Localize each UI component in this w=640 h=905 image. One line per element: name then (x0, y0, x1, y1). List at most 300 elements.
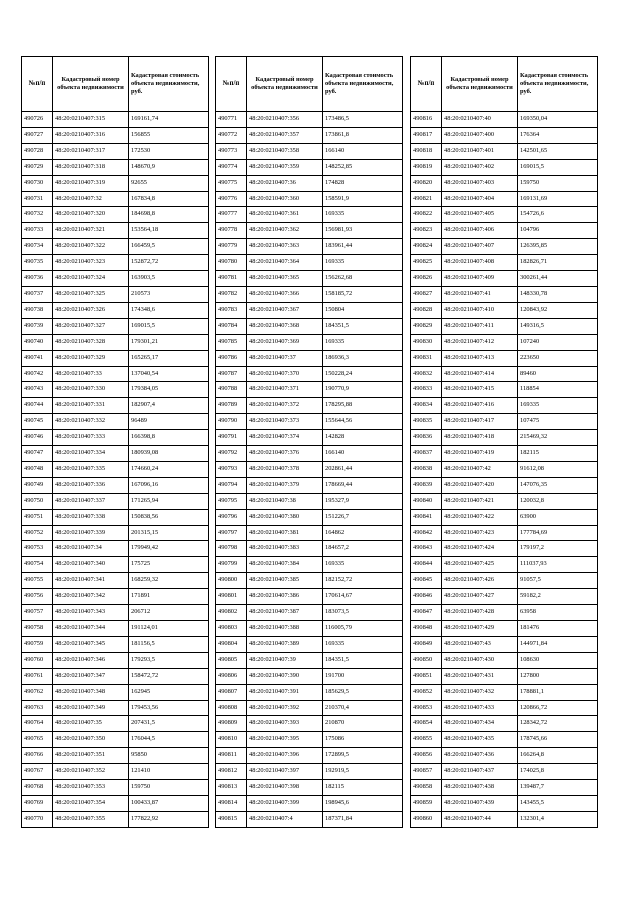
row-number: 490737 (22, 286, 53, 302)
cadastral-value: 169161,74 (129, 112, 209, 128)
row-number: 490853 (411, 700, 442, 716)
cadastral-value: 120843,92 (518, 302, 598, 318)
cadastral-value: 170614,67 (323, 589, 403, 605)
cadastral-value: 182115 (323, 780, 403, 796)
table-row (216, 398, 403, 414)
row-number: 490835 (411, 414, 442, 430)
cadastral-number: 48:20:0210407:33 (53, 366, 129, 382)
cadastral-value: 142828 (323, 430, 403, 446)
row-number: 490743 (22, 382, 53, 398)
cadastral-value: 184351,5 (323, 652, 403, 668)
row-number: 490858 (411, 780, 442, 796)
cadastral-value: 182826,71 (518, 255, 598, 271)
row-number: 490841 (411, 509, 442, 525)
cadastral-value: 150804 (323, 302, 403, 318)
cadastral-number: 48:20:0210407:337 (53, 493, 129, 509)
cadastral-value: 300261,44 (518, 271, 598, 287)
row-number: 490733 (22, 223, 53, 239)
cadastral-value: 181476 (518, 621, 598, 637)
table-header-row (411, 57, 598, 112)
cadastral-number: 48:20:0210407:349 (53, 700, 129, 716)
table-row (22, 127, 209, 143)
table-row (411, 509, 598, 525)
row-number: 490846 (411, 589, 442, 605)
table-row (22, 446, 209, 462)
table-row (216, 191, 403, 207)
cadastral-number: 48:20:0210407:376 (247, 446, 323, 462)
row-number: 490806 (216, 668, 247, 684)
table-row (22, 557, 209, 573)
cadastral-value: 187371,84 (323, 811, 403, 827)
cadastral-number: 48:20:0210407:43 (442, 636, 518, 652)
cadastral-value: 111037,93 (518, 557, 598, 573)
table-row (411, 366, 598, 382)
cadastral-value: 178669,44 (323, 477, 403, 493)
table-row (216, 732, 403, 748)
cadastral-value: 127800 (518, 668, 598, 684)
header-cadastral-value: Кадастровая стоимость объекта недвижимости, руб. (129, 57, 209, 112)
cadastral-number: 48:20:0210407:332 (53, 414, 129, 430)
cadastral-value: 156981,93 (323, 223, 403, 239)
cadastral-number: 48:20:0210407:327 (53, 318, 129, 334)
cadastral-value: 198945,6 (323, 795, 403, 811)
cadastral-number: 48:20:0210407:38 (247, 493, 323, 509)
row-number: 490839 (411, 477, 442, 493)
cadastral-number: 48:20:0210407:32 (53, 191, 129, 207)
row-number: 490829 (411, 318, 442, 334)
table-row (411, 430, 598, 446)
table-row (216, 764, 403, 780)
cadastral-number: 48:20:0210407:371 (247, 382, 323, 398)
cadastral-value: 178881,1 (518, 684, 598, 700)
cadastral-value: 169335 (323, 207, 403, 223)
table-row (216, 748, 403, 764)
cadastral-number: 48:20:0210407:338 (53, 509, 129, 525)
cadastral-table-3 (410, 56, 598, 828)
table-row (22, 191, 209, 207)
cadastral-number: 48:20:0210407:393 (247, 716, 323, 732)
cadastral-value: 184698,8 (129, 207, 209, 223)
row-number: 490746 (22, 430, 53, 446)
row-number: 490801 (216, 589, 247, 605)
cadastral-number: 48:20:0210407:427 (442, 589, 518, 605)
cadastral-number: 48:20:0210407:412 (442, 334, 518, 350)
row-number: 490797 (216, 525, 247, 541)
cadastral-value: 108630 (518, 652, 598, 668)
cadastral-value: 179301,21 (129, 334, 209, 350)
table-row (411, 318, 598, 334)
cadastral-number: 48:20:0210407:366 (247, 286, 323, 302)
cadastral-value: 179293,5 (129, 652, 209, 668)
cadastral-value: 162945 (129, 684, 209, 700)
table-row (22, 382, 209, 398)
cadastral-value: 142501,65 (518, 143, 598, 159)
cadastral-number: 48:20:0210407:368 (247, 318, 323, 334)
row-number: 490804 (216, 636, 247, 652)
row-number: 490753 (22, 541, 53, 557)
cadastral-value: 168259,32 (129, 573, 209, 589)
cadastral-value: 174828 (323, 175, 403, 191)
table-row (216, 143, 403, 159)
row-number: 490774 (216, 159, 247, 175)
cadastral-number: 48:20:0210407:390 (247, 668, 323, 684)
table-row (411, 143, 598, 159)
cadastral-number: 48:20:0210407:353 (53, 780, 129, 796)
cadastral-number: 48:20:0210407:419 (442, 446, 518, 462)
table-row (22, 525, 209, 541)
table-row (22, 207, 209, 223)
row-number: 490836 (411, 430, 442, 446)
row-number: 490813 (216, 780, 247, 796)
cadastral-number: 48:20:0210407:334 (53, 446, 129, 462)
table-row (22, 477, 209, 493)
table-row (411, 605, 598, 621)
row-number: 490824 (411, 239, 442, 255)
cadastral-value: 149316,5 (518, 318, 598, 334)
header-num: №п/п (22, 57, 53, 112)
cadastral-number: 48:20:0210407:37 (247, 350, 323, 366)
table-row (22, 668, 209, 684)
row-number: 490732 (22, 207, 53, 223)
cadastral-number: 48:20:0210407:339 (53, 525, 129, 541)
cadastral-value: 63900 (518, 509, 598, 525)
cadastral-value: 173486,5 (323, 112, 403, 128)
table-row (216, 684, 403, 700)
cadastral-value: 223650 (518, 350, 598, 366)
cadastral-value: 120866,72 (518, 700, 598, 716)
row-number: 490764 (22, 716, 53, 732)
cadastral-value: 159750 (518, 175, 598, 191)
cadastral-value: 206712 (129, 605, 209, 621)
cadastral-value: 107475 (518, 414, 598, 430)
header-cadastral-value: Кадастровая стоимость объекта недвижимости, руб. (518, 57, 598, 112)
row-number: 490827 (411, 286, 442, 302)
cadastral-number: 48:20:0210407:380 (247, 509, 323, 525)
table-row (216, 621, 403, 637)
row-number: 490749 (22, 477, 53, 493)
cadastral-value: 166264,8 (518, 748, 598, 764)
table-row (216, 271, 403, 287)
row-number: 490739 (22, 318, 53, 334)
row-number: 490767 (22, 764, 53, 780)
row-number: 490794 (216, 477, 247, 493)
row-number: 490756 (22, 589, 53, 605)
cadastral-value: 171891 (129, 589, 209, 605)
cadastral-number: 48:20:0210407:411 (442, 318, 518, 334)
cadastral-value: 166398,8 (129, 430, 209, 446)
cadastral-value: 155644,56 (323, 414, 403, 430)
row-number: 490822 (411, 207, 442, 223)
cadastral-number: 48:20:0210407:346 (53, 652, 129, 668)
table-row (216, 382, 403, 398)
row-number: 490796 (216, 509, 247, 525)
cadastral-value: 191124,01 (129, 621, 209, 637)
row-number: 490754 (22, 557, 53, 573)
table-row (216, 477, 403, 493)
table-row (22, 334, 209, 350)
cadastral-number: 48:20:0210407:39 (247, 652, 323, 668)
cadastral-number: 48:20:0210407:405 (442, 207, 518, 223)
cadastral-value: 178295,88 (323, 398, 403, 414)
row-number: 490742 (22, 366, 53, 382)
cadastral-number: 48:20:0210407:421 (442, 493, 518, 509)
row-number: 490757 (22, 605, 53, 621)
cadastral-number: 48:20:0210407:361 (247, 207, 323, 223)
cadastral-value: 172899,5 (323, 748, 403, 764)
table-row (22, 811, 209, 827)
table-row (411, 255, 598, 271)
cadastral-number: 48:20:0210407:44 (442, 811, 518, 827)
table-row (411, 652, 598, 668)
table-row (411, 127, 598, 143)
row-number: 490802 (216, 605, 247, 621)
row-number: 490747 (22, 446, 53, 462)
cadastral-value: 183961,44 (323, 239, 403, 255)
table-row (22, 461, 209, 477)
cadastral-number: 48:20:0210407:318 (53, 159, 129, 175)
cadastral-value: 121410 (129, 764, 209, 780)
row-number: 490768 (22, 780, 53, 796)
row-number: 490752 (22, 525, 53, 541)
cadastral-value: 169335 (323, 334, 403, 350)
cadastral-number: 48:20:0210407:384 (247, 557, 323, 573)
cadastral-number: 48:20:0210407:347 (53, 668, 129, 684)
cadastral-number: 48:20:0210407:430 (442, 652, 518, 668)
table-row (411, 621, 598, 637)
row-number: 490819 (411, 159, 442, 175)
row-number: 490830 (411, 334, 442, 350)
table-row (22, 652, 209, 668)
cadastral-table-1 (21, 56, 209, 828)
table-row (22, 589, 209, 605)
cadastral-number: 48:20:0210407:374 (247, 430, 323, 446)
row-number: 490834 (411, 398, 442, 414)
cadastral-number: 48:20:0210407:417 (442, 414, 518, 430)
cadastral-number: 48:20:0210407:360 (247, 191, 323, 207)
row-number: 490731 (22, 191, 53, 207)
cadastral-number: 48:20:0210407:363 (247, 239, 323, 255)
table-row (22, 318, 209, 334)
cadastral-number: 48:20:0210407:34 (53, 541, 129, 557)
table-row (411, 398, 598, 414)
cadastral-number: 48:20:0210407:422 (442, 509, 518, 525)
row-number: 490789 (216, 398, 247, 414)
cadastral-value: 169350,04 (518, 112, 598, 128)
cadastral-number: 48:20:0210407:369 (247, 334, 323, 350)
cadastral-number: 48:20:0210407:315 (53, 112, 129, 128)
cadastral-value: 169335 (323, 255, 403, 271)
table-row (216, 414, 403, 430)
row-number: 490780 (216, 255, 247, 271)
cadastral-number: 48:20:0210407:320 (53, 207, 129, 223)
cadastral-value: 184657,2 (323, 541, 403, 557)
table-row (22, 780, 209, 796)
row-number: 490793 (216, 461, 247, 477)
header-cadastral-number: Кадастровый номер объекта недвижимости (53, 57, 129, 112)
row-number: 490820 (411, 175, 442, 191)
table-row (411, 223, 598, 239)
cadastral-value: 152872,72 (129, 255, 209, 271)
table-row (216, 795, 403, 811)
cadastral-value: 148670,9 (129, 159, 209, 175)
header-cadastral-number: Кадастровый номер объекта недвижимости (247, 57, 323, 112)
table-row (216, 112, 403, 128)
table-row (216, 318, 403, 334)
cadastral-number: 48:20:0210407:367 (247, 302, 323, 318)
cadastral-value: 116005,79 (323, 621, 403, 637)
table-row (411, 716, 598, 732)
table-row (216, 652, 403, 668)
cadastral-number: 48:20:0210407:423 (442, 525, 518, 541)
cadastral-value: 63958 (518, 605, 598, 621)
row-number: 490773 (216, 143, 247, 159)
cadastral-number: 48:20:0210407:401 (442, 143, 518, 159)
cadastral-value: 148330,78 (518, 286, 598, 302)
cadastral-value: 151226,7 (323, 509, 403, 525)
table-row (216, 700, 403, 716)
cadastral-value: 166140 (323, 143, 403, 159)
row-number: 490807 (216, 684, 247, 700)
cadastral-value: 207431,5 (129, 716, 209, 732)
row-number: 490833 (411, 382, 442, 398)
row-number: 490758 (22, 621, 53, 637)
cadastral-number: 48:20:0210407:426 (442, 573, 518, 589)
cadastral-value: 182115 (518, 446, 598, 462)
row-number: 490798 (216, 541, 247, 557)
cadastral-number: 48:20:0210407:351 (53, 748, 129, 764)
row-number: 490851 (411, 668, 442, 684)
table-row (216, 716, 403, 732)
cadastral-value: 158185,72 (323, 286, 403, 302)
cadastral-value: 182152,72 (323, 573, 403, 589)
table-row (411, 271, 598, 287)
table-row (22, 493, 209, 509)
cadastral-number: 48:20:0210407:438 (442, 780, 518, 796)
cadastral-value: 159750 (129, 780, 209, 796)
cadastral-value: 167096,16 (129, 477, 209, 493)
cadastral-value: 132301,4 (518, 811, 598, 827)
row-number: 490828 (411, 302, 442, 318)
row-number: 490787 (216, 366, 247, 382)
row-number: 490842 (411, 525, 442, 541)
table-row (22, 636, 209, 652)
cadastral-number: 48:20:0210407:362 (247, 223, 323, 239)
cadastral-value: 150838,56 (129, 509, 209, 525)
cadastral-value: 148252,85 (323, 159, 403, 175)
cadastral-number: 48:20:0210407:328 (53, 334, 129, 350)
cadastral-value: 174660,24 (129, 461, 209, 477)
table-row (22, 605, 209, 621)
cadastral-value: 184351,5 (323, 318, 403, 334)
row-number: 490738 (22, 302, 53, 318)
table-row (22, 366, 209, 382)
table-row (22, 271, 209, 287)
cadastral-number: 48:20:0210407:399 (247, 795, 323, 811)
cadastral-number: 48:20:0210407:378 (247, 461, 323, 477)
cadastral-number: 48:20:0210407:333 (53, 430, 129, 446)
cadastral-number: 48:20:0210407:344 (53, 621, 129, 637)
table-row (216, 159, 403, 175)
cadastral-value: 164862 (323, 525, 403, 541)
table-row (411, 334, 598, 350)
cadastral-value: 91612,08 (518, 461, 598, 477)
table-row (216, 605, 403, 621)
table-row (22, 143, 209, 159)
cadastral-number: 48:20:0210407:418 (442, 430, 518, 446)
row-number: 490760 (22, 652, 53, 668)
table-row (411, 302, 598, 318)
row-number: 490750 (22, 493, 53, 509)
row-number: 490812 (216, 764, 247, 780)
cadastral-number: 48:20:0210407:357 (247, 127, 323, 143)
table-row (22, 541, 209, 557)
cadastral-number: 48:20:0210407:385 (247, 573, 323, 589)
cadastral-number: 48:20:0210407:325 (53, 286, 129, 302)
cadastral-value: 167834,8 (129, 191, 209, 207)
row-number: 490860 (411, 811, 442, 827)
cadastral-value: 137040,54 (129, 366, 209, 382)
cadastral-value: 169335 (323, 636, 403, 652)
cadastral-value: 175725 (129, 557, 209, 573)
cadastral-number: 48:20:0210407:355 (53, 811, 129, 827)
cadastral-number: 48:20:0210407:36 (247, 175, 323, 191)
row-number: 490751 (22, 509, 53, 525)
table-row (411, 350, 598, 366)
cadastral-number: 48:20:0210407:317 (53, 143, 129, 159)
table-row (411, 764, 598, 780)
table-row (22, 795, 209, 811)
row-number: 490777 (216, 207, 247, 223)
row-number: 490727 (22, 127, 53, 143)
cadastral-number: 48:20:0210407:420 (442, 477, 518, 493)
row-number: 490735 (22, 255, 53, 271)
row-number: 490809 (216, 716, 247, 732)
cadastral-number: 48:20:0210407:323 (53, 255, 129, 271)
cadastral-number: 48:20:0210407:35 (53, 716, 129, 732)
table-row (411, 175, 598, 191)
row-number: 490772 (216, 127, 247, 143)
row-number: 490748 (22, 461, 53, 477)
table-row (411, 525, 598, 541)
cadastral-value: 169131,69 (518, 191, 598, 207)
row-number: 490816 (411, 112, 442, 128)
cadastral-value: 181156,5 (129, 636, 209, 652)
table-row (411, 732, 598, 748)
row-number: 490821 (411, 191, 442, 207)
table-row (411, 795, 598, 811)
cadastral-value: 100433,87 (129, 795, 209, 811)
row-number: 490823 (411, 223, 442, 239)
cadastral-number: 48:20:0210407:403 (442, 175, 518, 191)
cadastral-number: 48:20:0210407:402 (442, 159, 518, 175)
cadastral-number: 48:20:0210407:4 (247, 811, 323, 827)
table-header-row (22, 57, 209, 112)
cadastral-number: 48:20:0210407:436 (442, 748, 518, 764)
cadastral-value: 153564,18 (129, 223, 209, 239)
cadastral-value: 169335 (518, 398, 598, 414)
cadastral-value: 179453,56 (129, 700, 209, 716)
table-row (216, 207, 403, 223)
cadastral-value: 166459,5 (129, 239, 209, 255)
cadastral-number: 48:20:0210407:395 (247, 732, 323, 748)
table-row (216, 541, 403, 557)
table-row (216, 350, 403, 366)
table-row (22, 716, 209, 732)
header-cadastral-value: Кадастровая стоимость объекта недвижимости, руб. (323, 57, 403, 112)
cadastral-value: 128342,72 (518, 716, 598, 732)
table-row (22, 223, 209, 239)
row-number: 490810 (216, 732, 247, 748)
